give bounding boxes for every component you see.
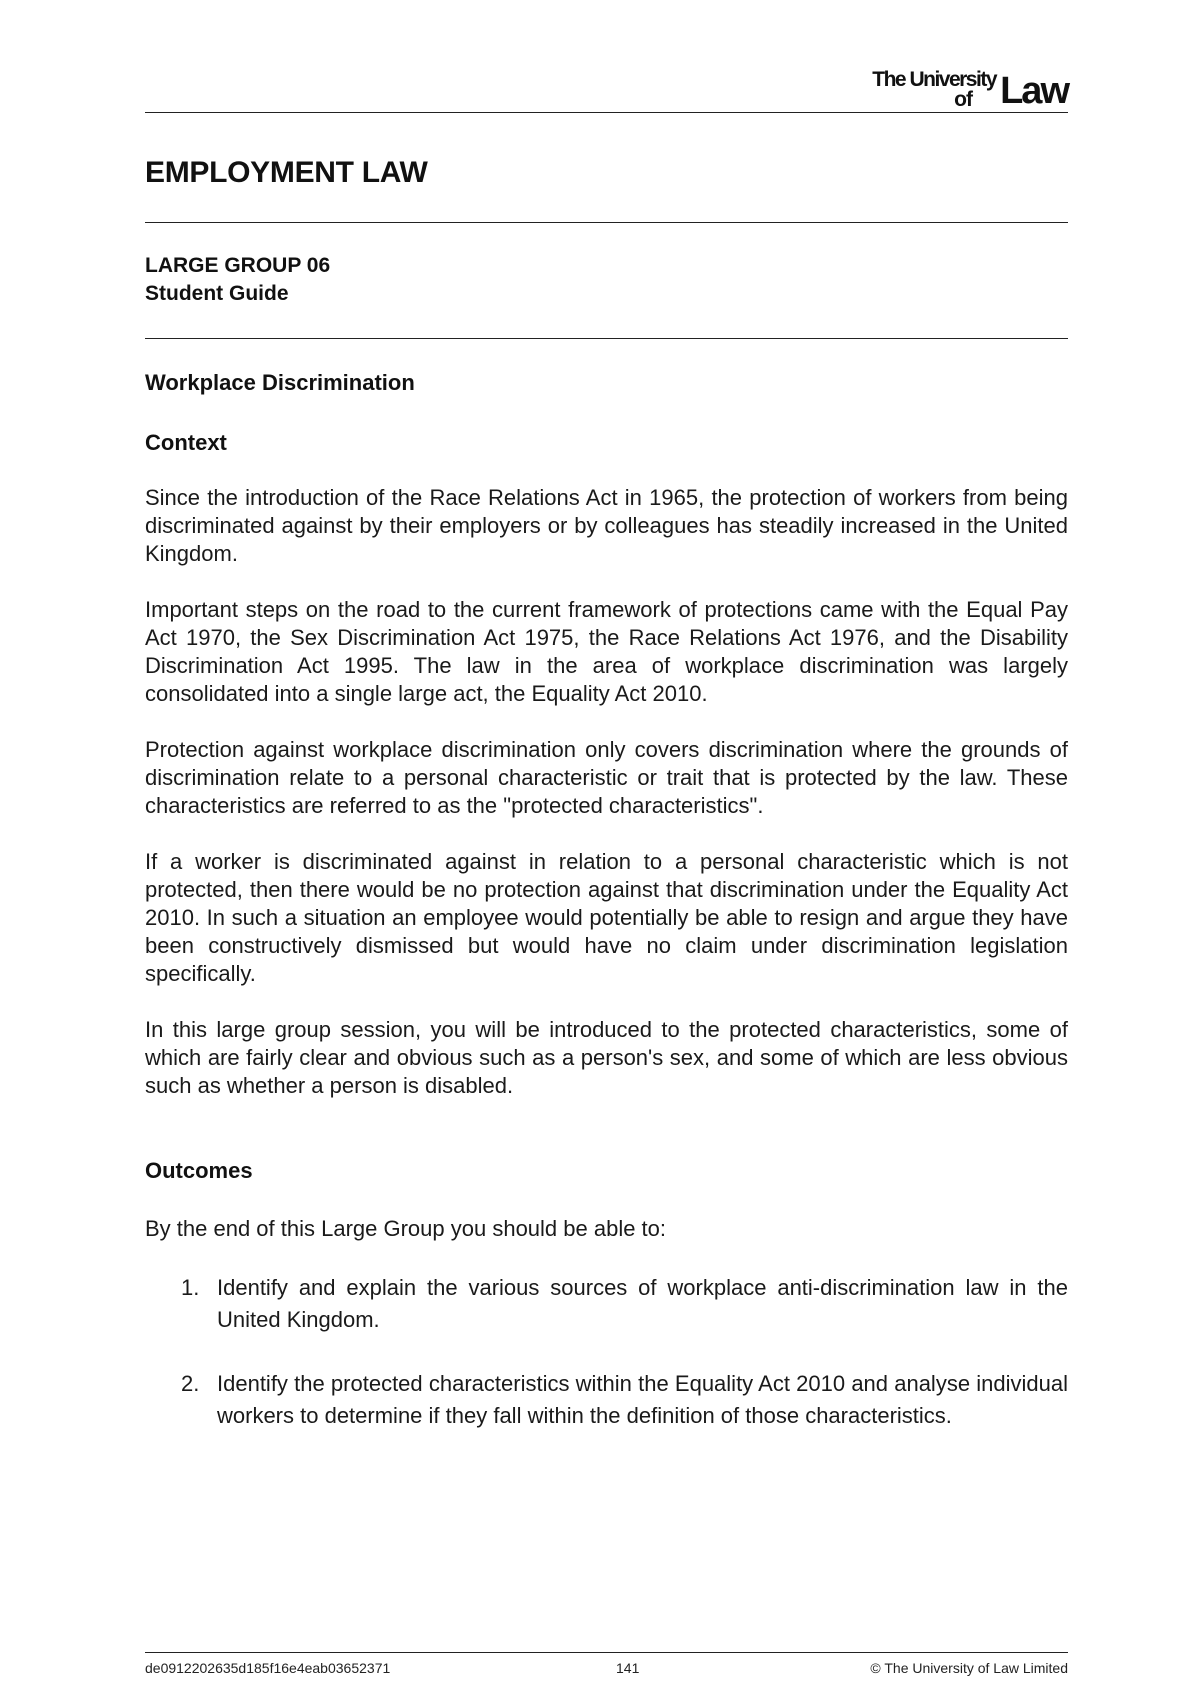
- title-rule: [145, 222, 1068, 223]
- context-paragraph-4: If a worker is discriminated against in relation to a personal characteristic which is not protected, then there would be no protection against that discrimination under the Equality Act 2010. In such a situation an employee would potentially be able to resign and argue they have been constructively dismissed but would have no claim under discrimination legislation specifically.: [145, 849, 1068, 986]
- logo-line1: The University: [872, 68, 996, 91]
- context-heading: Context: [145, 430, 227, 455]
- outcome-number: 1.: [181, 1275, 200, 1300]
- session-label: LARGE GROUP 06: [145, 254, 331, 277]
- context-paragraph-5: In this large group session, you will be introduced to the protected characteristics, some of which are fairly clear and obvious such as a person's sex, and some of which are less obvious such as whether a person is disabled.: [145, 1017, 1068, 1098]
- outcomes-heading: Outcomes: [145, 1158, 253, 1183]
- subtitle-rule: [145, 338, 1068, 339]
- guide-label: Student Guide: [145, 282, 289, 305]
- footer-rule: [145, 1652, 1068, 1653]
- page-title: EMPLOYMENT LAW: [145, 156, 428, 189]
- footer-page-number: 141: [616, 1660, 640, 1676]
- outcome-text: Identify the protected characteristics within the Equality Act 2010 and analyse individual workers to determine if they fall within the definition of those characteristics.: [217, 1371, 1068, 1428]
- context-paragraph-2: Important steps on the road to the current framework of protections came with the Equal Pay Act 1970, the Sex Discrimination Act 1975, the Race Relations Act 1976, and the Disability Discrimination Act 1995. The law in the area of workplace discrimination was largely consolidated into a single large act, the Equality Act 2010.: [145, 597, 1068, 706]
- footer-copyright: © The University of Law Limited: [870, 1660, 1068, 1676]
- outcome-number: 2.: [181, 1371, 200, 1396]
- outcomes-intro: By the end of this Large Group you should be able to:: [145, 1216, 667, 1241]
- context-paragraph-3: Protection against workplace discrimination only covers discrimination where the grounds of discrimination relate to a personal characteristic or trait that is protected by the law. These characteristics are referred to as the "protected characteristics".: [145, 737, 1068, 818]
- university-logo: [872, 66, 1068, 110]
- logo-law: Law: [1000, 70, 1068, 112]
- outcome-text: Identify and explain the various sources of workplace anti-discrimination law in the United Kingdom.: [217, 1275, 1068, 1332]
- logo-of: of: [954, 88, 972, 111]
- context-paragraph-1: Since the introduction of the Race Relations Act in 1965, the protection of workers from being discriminated against by their employers or by colleagues has steadily increased in the United Kingdom.: [145, 485, 1068, 566]
- footer-doc-id: de0912202635d185f16e4eab03652371: [145, 1660, 391, 1676]
- header-rule: [145, 112, 1068, 113]
- topic-heading: Workplace Discrimination: [145, 370, 415, 395]
